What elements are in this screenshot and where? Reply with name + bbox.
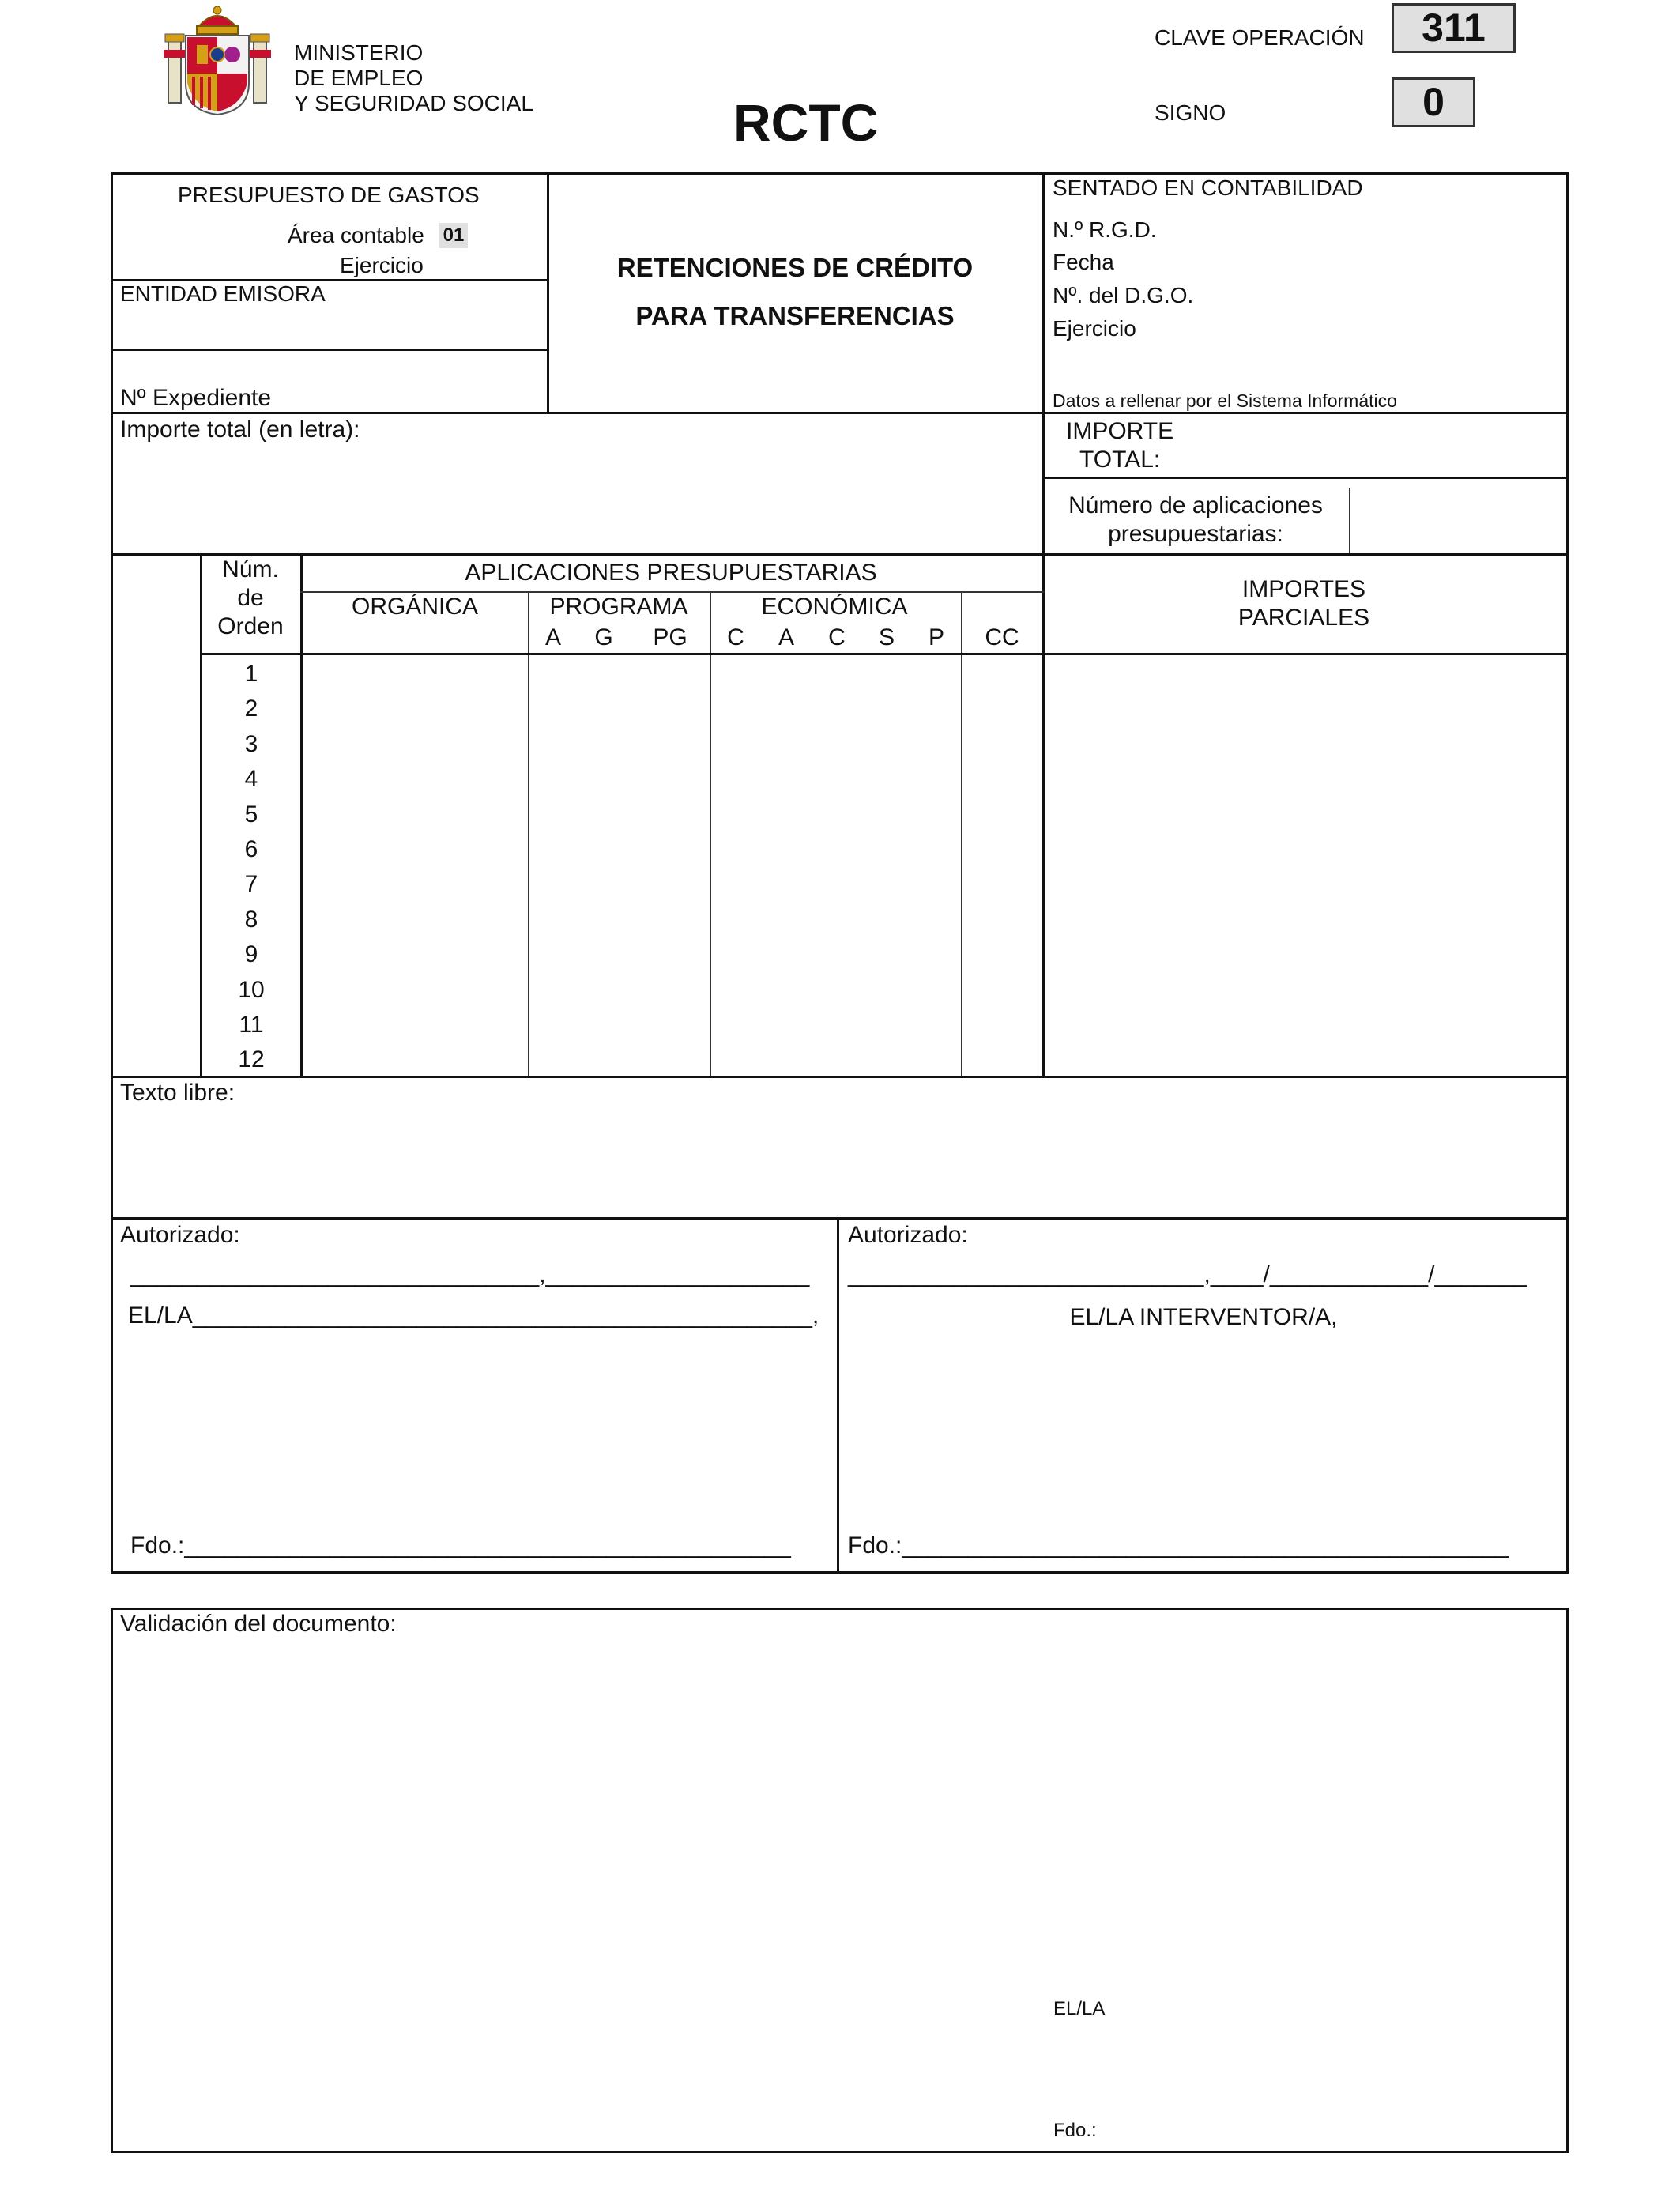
importes-parciales-header-1: IMPORTES [1241, 576, 1366, 602]
programa-header: PROGRAMA [549, 594, 688, 620]
form-code-title: RCTC [733, 93, 879, 152]
importes-parciales-header-2: PARCIALES [1237, 605, 1370, 631]
divider [200, 653, 1569, 655]
divider [111, 349, 549, 351]
entidad-emisora-label: ENTIDAD EMISORA [120, 281, 326, 306]
ministry-line-1: MINISTERIO [294, 40, 424, 65]
left-ella-line: EL/LA_______________________________________________, [128, 1302, 819, 1329]
signo-value: 0 [1392, 77, 1475, 127]
validacion-fdo: Fdo.: [1053, 2120, 1097, 2141]
left-autorizado-label: Autorizado: [120, 1222, 240, 1248]
num-orden-header-2: de [237, 585, 264, 611]
num-orden-header-1: Núm. [222, 556, 279, 582]
coat-of-arms-logo [162, 4, 273, 121]
area-contable-value: 01 [439, 223, 468, 248]
expediente-label: Nº Expediente [120, 385, 272, 411]
row-number: 11 [239, 1012, 264, 1038]
clave-operacion-value: 311 [1392, 3, 1516, 53]
divider [528, 591, 529, 1078]
aplicaciones-header: APLICACIONES PRESUPUESTARIAS [465, 560, 877, 586]
divider [111, 1217, 1569, 1220]
right-place-date-line: ___________________________,____/____________/_______ [848, 1261, 1527, 1287]
economica-sub-a: A [778, 624, 795, 650]
cc-header: CC [985, 624, 1019, 650]
left-place-date-line: _______________________________,____________________ [130, 1261, 810, 1287]
signo-label: SIGNO [1155, 100, 1226, 125]
divider [837, 1217, 839, 1574]
divider [300, 553, 303, 1078]
economica-sub-s: S [878, 624, 895, 650]
system-note: Datos a rellenar por el Sistema Informático [1053, 390, 1397, 411]
programa-sub-a: A [544, 624, 562, 650]
contabilidad-title: SENTADO EN CONTABILIDAD [1053, 175, 1363, 200]
left-fdo-line: Fdo.:______________________________________________ [130, 1532, 791, 1559]
row-number: 4 [244, 766, 258, 792]
divider [547, 172, 549, 413]
ejercicio-label: Ejercicio [340, 253, 424, 277]
form-title-line-2: PARA TRANSFERENCIAS [635, 301, 955, 330]
main-form-frame [111, 172, 1569, 1574]
interventor-label: EL/LA INTERVENTOR/A, [1069, 1304, 1338, 1330]
row-number: 10 [238, 977, 265, 1003]
economica-sub-c2: C [828, 624, 846, 650]
row-number: 5 [244, 801, 258, 827]
ministry-line-3: Y SEGURIDAD SOCIAL [294, 91, 533, 115]
form-title-line-1: RETENCIONES DE CRÉDITO [616, 253, 974, 282]
contabilidad-ejercicio-label: Ejercicio [1053, 316, 1136, 341]
divider [710, 591, 711, 1078]
area-contable-label: Área contable [288, 223, 424, 247]
right-fdo-line: Fdo.:______________________________________________ [848, 1532, 1509, 1559]
divider [111, 553, 1569, 556]
organica-header: ORGÁNICA [351, 594, 479, 620]
divider [1042, 477, 1569, 479]
row-number: 8 [244, 907, 258, 933]
economica-header: ECONÓMICA [761, 594, 908, 620]
row-number: 1 [244, 661, 258, 687]
row-number: 3 [244, 731, 258, 757]
row-number: 7 [244, 871, 258, 897]
row-number: 12 [238, 1046, 265, 1072]
divider [961, 591, 962, 1078]
presupuesto-gastos-title: PRESUPUESTO DE GASTOS [178, 183, 480, 207]
dgo-label: Nº. del D.G.O. [1053, 283, 1194, 307]
rgd-label: N.º R.G.D. [1053, 217, 1157, 242]
programa-sub-g: G [594, 624, 613, 650]
ministry-line-2: DE EMPLEO [294, 66, 424, 90]
texto-libre-label: Texto libre: [120, 1080, 235, 1106]
row-number: 9 [244, 941, 258, 967]
divider [200, 553, 202, 1078]
num-aplicaciones-line-2: presupuestarias: [1108, 521, 1283, 547]
right-autorizado-label: Autorizado: [848, 1222, 968, 1248]
importe-total-line-2: TOTAL: [1079, 447, 1161, 473]
economica-sub-p: P [928, 624, 945, 650]
fecha-label: Fecha [1053, 250, 1114, 274]
validacion-box [111, 1608, 1569, 2153]
programa-sub-pg: PG [653, 624, 687, 650]
clave-operacion-label: CLAVE OPERACIÓN [1155, 25, 1365, 50]
divider [300, 591, 1044, 593]
divider [1042, 172, 1045, 1078]
validacion-title: Validación del documento: [120, 1611, 397, 1637]
divider [111, 1076, 1569, 1078]
validacion-ella: EL/LA [1053, 1998, 1106, 2019]
economica-sub-c1: C [727, 624, 744, 650]
row-number: 6 [244, 836, 258, 862]
num-orden-header-3: Orden [217, 613, 284, 639]
row-number: 2 [244, 696, 258, 722]
importe-total-line-1: IMPORTE [1066, 418, 1174, 444]
num-aplicaciones-line-1: Número de aplicaciones [1068, 492, 1323, 518]
importe-letra-label: Importe total (en letra): [120, 417, 360, 443]
divider [1349, 488, 1350, 554]
divider [111, 412, 1569, 414]
